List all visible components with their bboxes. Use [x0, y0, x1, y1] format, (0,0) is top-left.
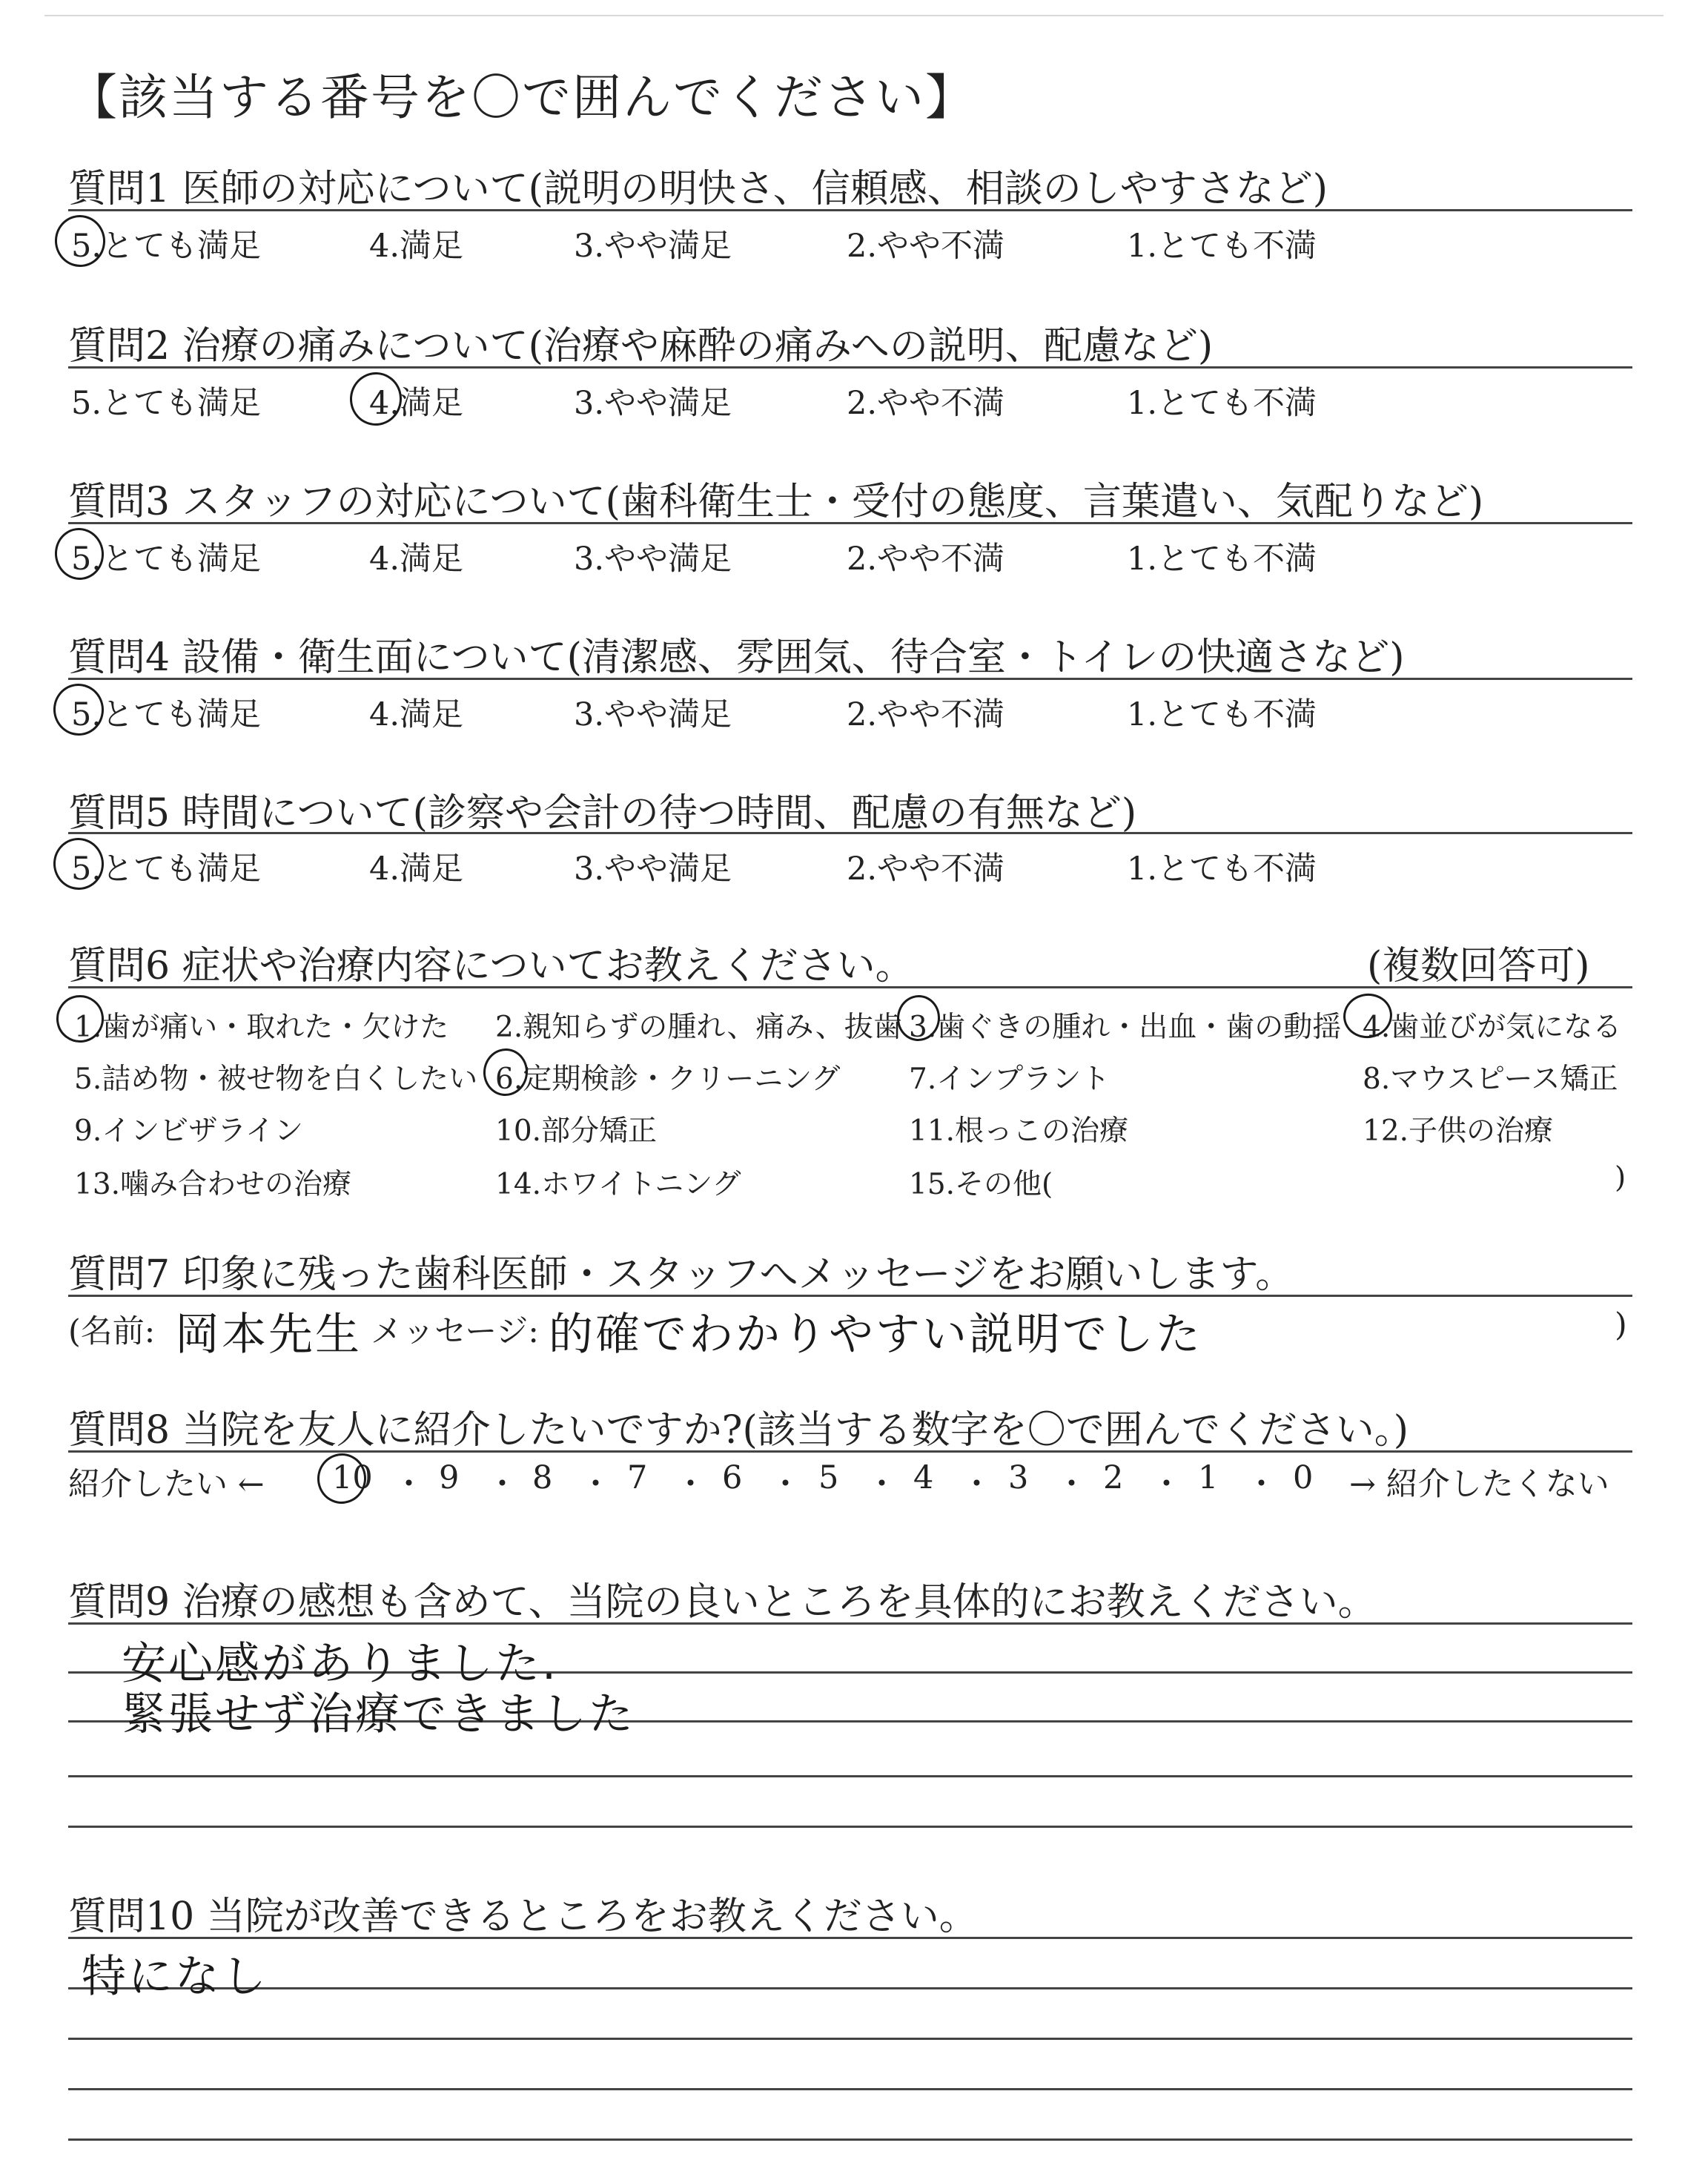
- scale-3[interactable]: 3: [1008, 1459, 1029, 1496]
- name-label: (名前:: [68, 1313, 156, 1350]
- scale-9[interactable]: 9: [439, 1459, 460, 1496]
- q4-option-2[interactable]: 2.やや不満: [847, 696, 1005, 733]
- q5-option-4[interactable]: 4.満足: [369, 851, 464, 888]
- q6-option-15[interactable]: 15.その他(: [909, 1168, 1053, 1201]
- answer-line: [68, 1937, 1632, 1939]
- q6-option-12[interactable]: 12.子供の治療: [1363, 1114, 1554, 1148]
- question-8: 質問8 当院を友人に紹介したいですか?(該当する数字を〇で囲んでください。): [68, 1408, 1409, 1453]
- handwritten-name[interactable]: 岡本先生: [175, 1309, 362, 1361]
- handwritten-answer-line-2[interactable]: 緊張せず治療できました: [122, 1688, 635, 1740]
- question-4: 質問4 設備・衛生面について(清潔感、雰囲気、待合室・トイレの快適さなど): [68, 635, 1405, 680]
- answer-line: [68, 1775, 1632, 1777]
- q4-option-5[interactable]: 5.とても満足: [71, 696, 262, 733]
- scale-dot: ・: [866, 1466, 898, 1503]
- scale-5[interactable]: 5: [818, 1459, 839, 1496]
- rule-q5: [68, 832, 1632, 834]
- q1-option-4[interactable]: 4.満足: [369, 228, 464, 265]
- message-label: メッセージ:: [371, 1313, 539, 1350]
- q6-option-8[interactable]: 8.マウスピース矯正: [1363, 1063, 1618, 1096]
- rule-q6: [68, 986, 1632, 988]
- rule-q3: [68, 522, 1632, 524]
- question-1: 質問1 医師の対応について(説明の明快さ、信頼感、相談のしやすさなど): [68, 167, 1328, 211]
- q5-option-3[interactable]: 3.やや満足: [574, 851, 732, 888]
- scale-4[interactable]: 4: [913, 1459, 934, 1496]
- q5-option-5[interactable]: 5.とても満足: [71, 851, 262, 888]
- recommend-left-label: 紹介したい ←: [68, 1466, 265, 1503]
- form-title: 【該当する番号を〇で囲んでください】: [68, 69, 976, 126]
- scale-dot: ・: [580, 1466, 612, 1503]
- answer-line: [68, 2088, 1632, 2090]
- rule-q2: [68, 366, 1632, 369]
- scale-dot: ・: [1151, 1466, 1182, 1503]
- rule-q1: [68, 209, 1632, 211]
- q6-option-14[interactable]: 14.ホワイトニング: [495, 1168, 741, 1201]
- q4-option-3[interactable]: 3.やや満足: [574, 696, 732, 733]
- q1-option-2[interactable]: 2.やや不満: [847, 228, 1005, 265]
- scale-0[interactable]: 0: [1293, 1459, 1314, 1496]
- handwritten-answer-line-1[interactable]: 安心感がありました.: [122, 1638, 559, 1690]
- q6-option-6[interactable]: 6.定期検診・クリーニング: [495, 1063, 841, 1096]
- q6-option-4[interactable]: 4.歯並びが気になる: [1363, 1011, 1622, 1044]
- question-10: 質問10 当院が改善できるところをお教えください。: [68, 1895, 978, 1939]
- scale-6[interactable]: 6: [722, 1459, 743, 1496]
- q6-option-7[interactable]: 7.インプラント: [909, 1063, 1110, 1096]
- q1-option-3[interactable]: 3.やや満足: [574, 228, 732, 265]
- q2-option-5[interactable]: 5.とても満足: [71, 385, 262, 422]
- scale-dot: ・: [961, 1466, 993, 1503]
- q3-option-4[interactable]: 4.満足: [369, 541, 464, 578]
- scale-dot: ・: [393, 1466, 425, 1503]
- question-7: 質問7 印象に残った歯科医師・スタッフへメッセージをお願いします。: [68, 1252, 1294, 1297]
- top-divider: [44, 15, 1664, 16]
- handwritten-improvement-answer[interactable]: 特になし: [82, 1951, 268, 2003]
- scale-dot: ・: [486, 1466, 518, 1503]
- handwritten-message[interactable]: 的確でわかりやすい説明でした: [549, 1309, 1202, 1361]
- q4-option-4[interactable]: 4.満足: [369, 696, 464, 733]
- q5-option-1[interactable]: 1.とても不満: [1127, 851, 1317, 888]
- scale-8[interactable]: 8: [532, 1459, 553, 1496]
- q3-option-5[interactable]: 5.とても満足: [71, 541, 262, 578]
- scale-2[interactable]: 2: [1103, 1459, 1124, 1496]
- scale-dot: ・: [1245, 1466, 1277, 1503]
- q2-option-4[interactable]: 4.満足: [369, 385, 464, 422]
- rule-q7: [68, 1295, 1632, 1297]
- q4-option-1[interactable]: 1.とても不満: [1127, 696, 1317, 733]
- q6-option-13[interactable]: 13.噛み合わせの治療: [74, 1168, 352, 1201]
- q2-option-3[interactable]: 3.やや満足: [574, 385, 732, 422]
- q6-option-10[interactable]: 10.部分矯正: [495, 1114, 658, 1148]
- q1-option-5[interactable]: 5.とても満足: [71, 228, 262, 265]
- message-close: ): [1615, 1307, 1627, 1344]
- scale-dot: ・: [1056, 1466, 1088, 1503]
- question-3: 質問3 スタッフの対応について(歯科衛生士・受付の態度、言葉遣い、気配りなど): [68, 480, 1484, 524]
- answer-line: [68, 2038, 1632, 2040]
- question-9: 質問9 治療の感想も含めて、当院の良いところを具体的にお教えください。: [68, 1580, 1377, 1625]
- scale-7[interactable]: 7: [627, 1459, 648, 1496]
- q2-option-2[interactable]: 2.やや不満: [847, 385, 1005, 422]
- scale-10[interactable]: 10: [332, 1459, 373, 1496]
- question-5: 質問5 時間について(診察や会計の待つ時間、配慮の有無など): [68, 791, 1137, 836]
- q6-option-1[interactable]: 1.歯が痛い・取れた・欠けた: [74, 1011, 449, 1044]
- q3-option-2[interactable]: 2.やや不満: [847, 541, 1005, 578]
- answer-line: [68, 1987, 1632, 1989]
- q6-other-close: ): [1615, 1161, 1626, 1195]
- scale-1[interactable]: 1: [1198, 1459, 1219, 1496]
- q3-option-3[interactable]: 3.やや満足: [574, 541, 732, 578]
- scale-dot: ・: [675, 1466, 706, 1503]
- q3-option-1[interactable]: 1.とても不満: [1127, 541, 1317, 578]
- question-2: 質問2 治療の痛みについて(治療や麻酔の痛みへの説明、配慮など): [68, 324, 1214, 369]
- q1-option-1[interactable]: 1.とても不満: [1127, 228, 1317, 265]
- question-6: 質問6 症状や治療内容についてお教えください。: [68, 944, 914, 988]
- q2-option-1[interactable]: 1.とても不満: [1127, 385, 1317, 422]
- answer-line: [68, 1622, 1632, 1625]
- q6-option-3[interactable]: 3.歯ぐきの腫れ・出血・歯の動揺: [909, 1011, 1342, 1044]
- q5-option-2[interactable]: 2.やや不満: [847, 851, 1005, 888]
- q6-option-5[interactable]: 5.詰め物・被せ物を白くしたい: [74, 1063, 478, 1096]
- rule-q8: [68, 1450, 1632, 1453]
- answer-line: [68, 1826, 1632, 1828]
- q6-option-2[interactable]: 2.親知らずの腫れ、痛み、抜歯: [495, 1011, 902, 1044]
- q6-option-9[interactable]: 9.インビザライン: [74, 1114, 304, 1148]
- q6-option-11[interactable]: 11.根っこの治療: [909, 1114, 1129, 1148]
- recommend-right-label: → 紹介したくない: [1349, 1466, 1609, 1503]
- rule-q4: [68, 678, 1632, 680]
- answer-line: [68, 2138, 1632, 2141]
- multiple-answer-note: (複数回答可): [1367, 944, 1590, 988]
- scale-dot: ・: [769, 1466, 801, 1503]
